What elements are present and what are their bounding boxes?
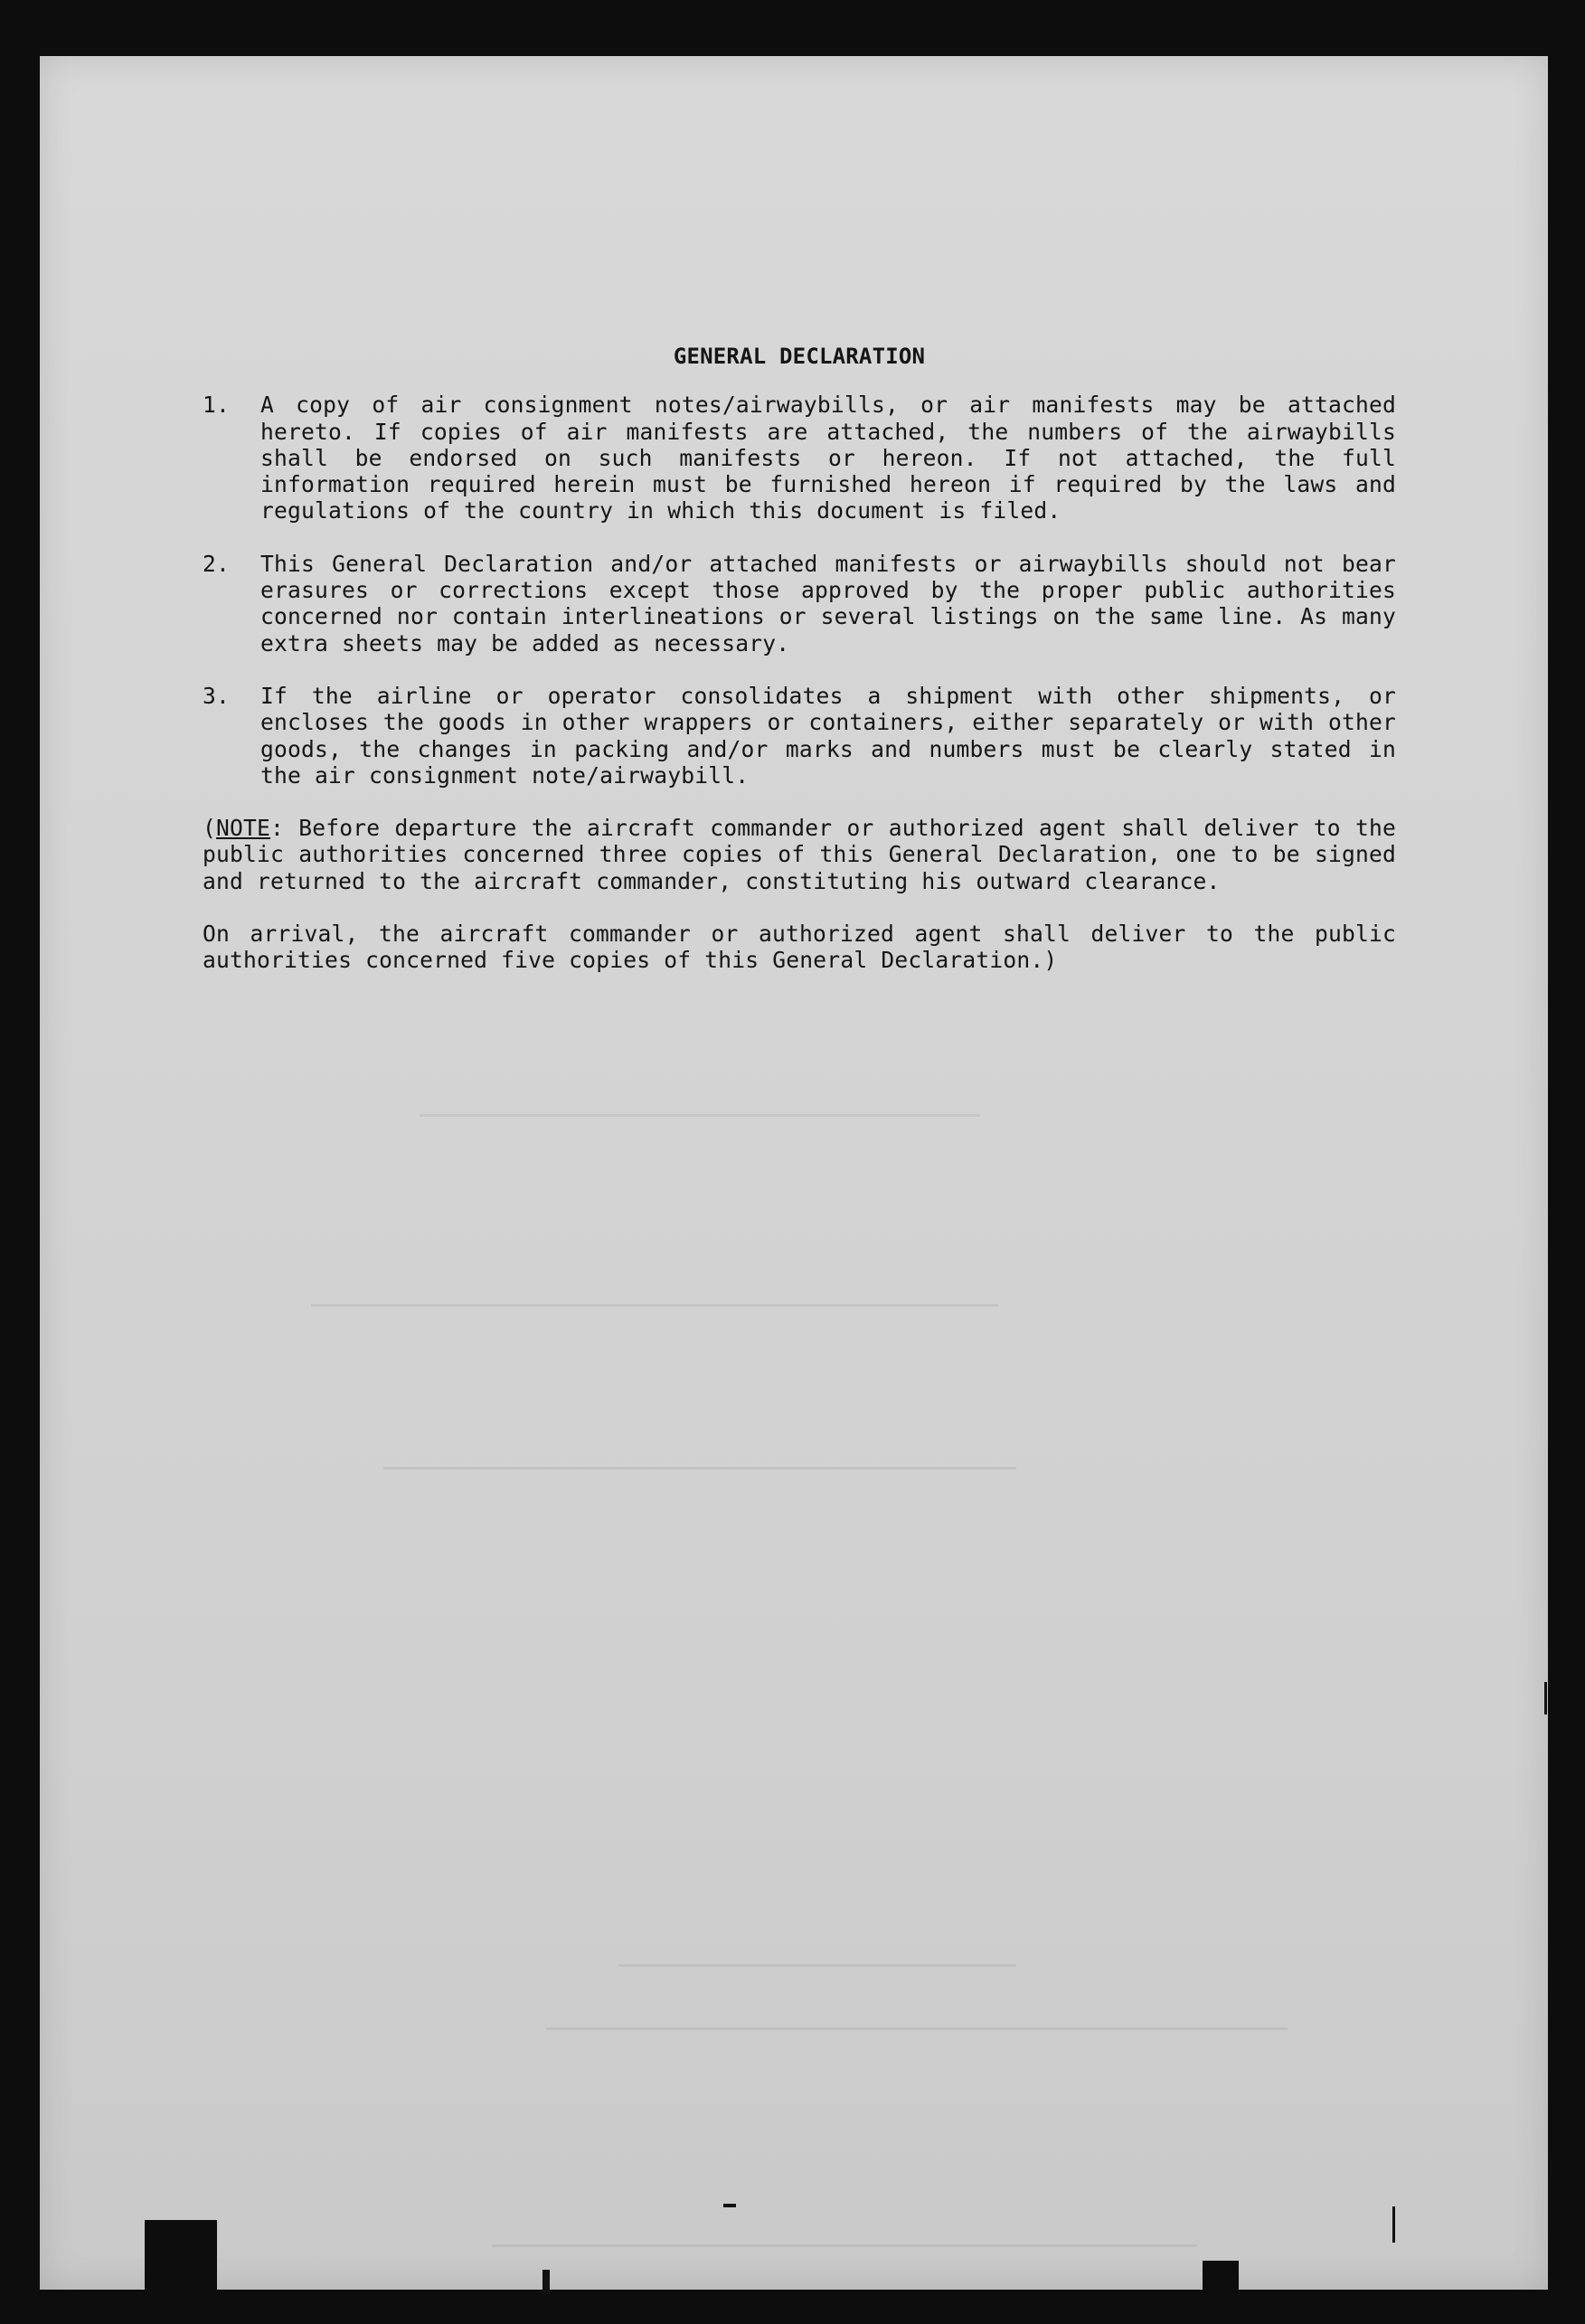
item-text: This General Declaration and/or attached manifests or airwaybills should not bear erasures or corrections except those approved by the proper public authorities concerned nor contain interlineations or several listings on the same line. As many extra sheets may be added as necessary.: [260, 550, 1396, 657]
note-label: NOTE: [216, 815, 271, 842]
bleed-through-mark: [492, 2244, 1197, 2247]
bleed-through-mark: [383, 1467, 1016, 1469]
scan-artifact: [1392, 2206, 1395, 2243]
item-number: 1.: [203, 392, 231, 419]
arrival-paragraph: On arrival, the aircraft commander or authorized agent shall deliver to the public authorities concerned five copies of this General Declaration.): [203, 921, 1396, 974]
scan-artifact: [1203, 2261, 1239, 2324]
scan-artifact: [145, 2220, 217, 2324]
item-number: 3.: [203, 682, 231, 709]
list-item: [203, 392, 1396, 524]
list-item: [203, 551, 1396, 657]
scan-artifact: [1544, 1682, 1547, 1715]
scan-artifact: [723, 2204, 736, 2207]
bleed-through-mark: [546, 2027, 1288, 2030]
bleed-through-mark: [420, 1114, 980, 1117]
item-text: A copy of air consignment notes/airwaybills, or air manifests may be attached hereto. If copies of air manifests are attached, the numbers of the airwaybills shall be endorsed on such manifests or hereon. If not attached, the full information required herein must be furnished hereon if required by the laws and regulations of the country in which this document is filed.: [260, 392, 1396, 524]
list-item: [203, 683, 1396, 789]
note-open-paren: (: [203, 815, 217, 842]
item-number: 2.: [203, 550, 231, 577]
scan-artifact: [542, 2270, 550, 2295]
item-text: If the airline or operator consolidates a shipment with other shipments, or encloses the goods in other wrappers or containers, either separately or with other goods, the changes in packing and/or marks and numbers must be clearly stated in the air consignment note/airwaybill.: [260, 682, 1396, 789]
note-text: : Before departure the aircraft commander or authorized agent shall deliver to the public authorities concerned three copies of this General Declaration, one to be signed and returned to the aircraft commander, constituting his outward clearance.: [203, 815, 1396, 894]
document-page: [40, 56, 1548, 2290]
bleed-through-mark: [311, 1304, 998, 1307]
declaration-text: [203, 344, 1396, 974]
document-title: GENERAL DECLARATION: [673, 344, 926, 369]
note-paragraph: [203, 815, 1396, 894]
bleed-through-mark: [618, 1964, 1016, 1967]
